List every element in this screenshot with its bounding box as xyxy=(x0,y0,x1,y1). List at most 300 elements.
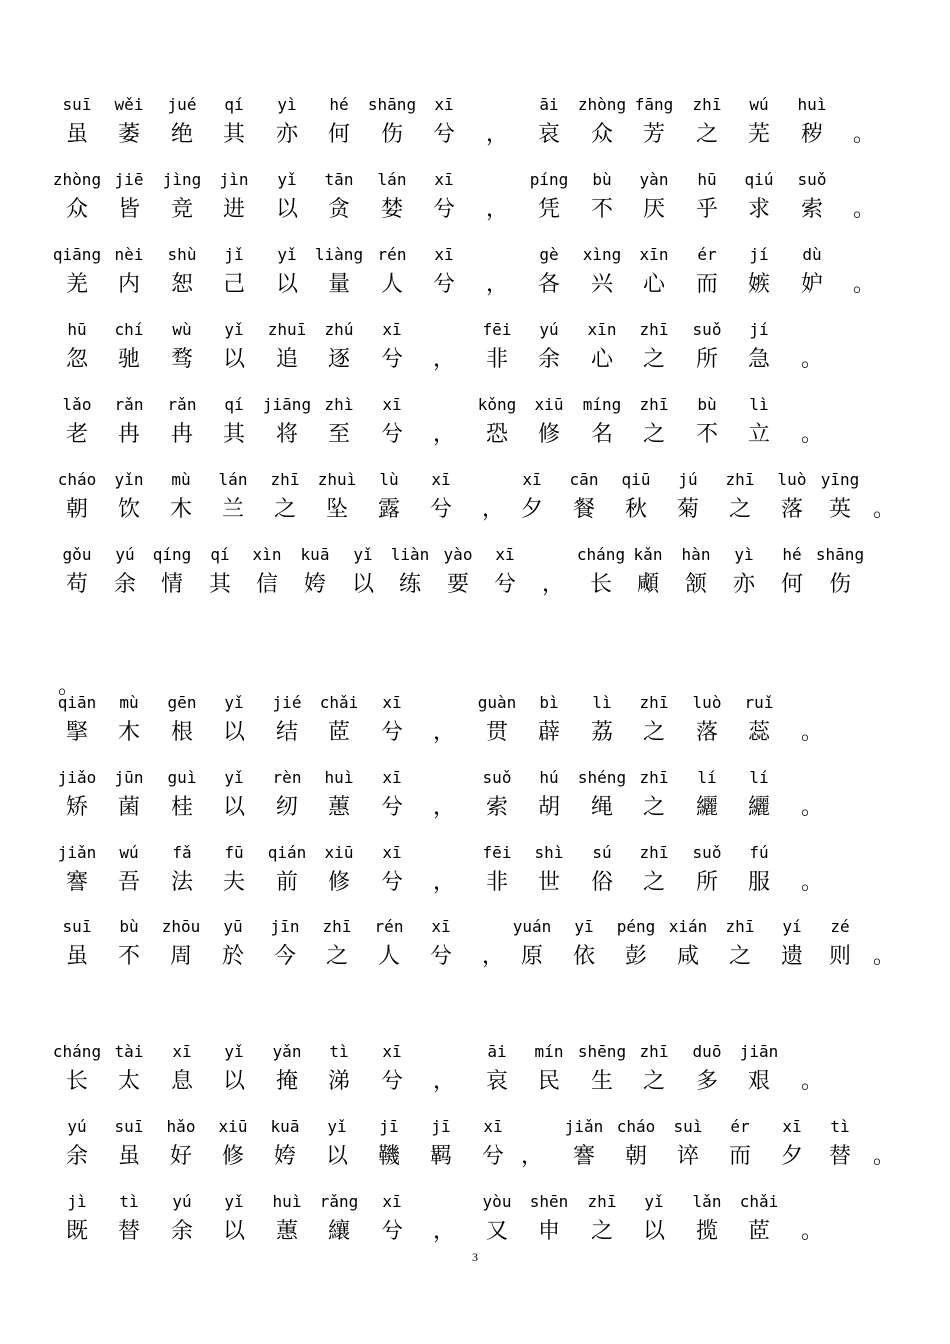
hanzi: 木 xyxy=(117,720,140,745)
punctuation xyxy=(469,244,525,304)
hanzi: 纫 xyxy=(275,795,298,820)
pinyin: yū xyxy=(223,917,243,936)
page-number: 3 xyxy=(472,1250,478,1264)
char-with-pinyin xyxy=(259,94,315,154)
char-with-pinyin xyxy=(731,767,787,827)
char-with-pinyin xyxy=(364,1191,420,1251)
pinyin: xī xyxy=(431,470,451,489)
punctuation xyxy=(784,1041,840,1101)
char-with-pinyin xyxy=(574,767,630,827)
hanzi: 之 xyxy=(273,497,296,522)
char-with-pinyin xyxy=(521,1041,577,1101)
hanzi: ， xyxy=(432,1069,455,1094)
pinyin: luò xyxy=(692,693,722,712)
hanzi: 而 xyxy=(695,272,718,297)
pinyin: lí xyxy=(697,768,717,787)
pinyin: zhì xyxy=(324,395,354,414)
char-with-pinyin xyxy=(784,244,840,304)
hanzi: 人 xyxy=(377,944,400,969)
pinyin xyxy=(784,767,840,789)
char-with-pinyin xyxy=(679,319,735,379)
char-with-pinyin xyxy=(574,842,630,902)
hanzi: 遗 xyxy=(780,944,803,969)
punctuation xyxy=(856,916,912,976)
pinyin: qí xyxy=(224,395,244,414)
hanzi: 夕 xyxy=(780,1144,803,1169)
pinyin: suǒ xyxy=(692,843,722,862)
hanzi: 颔 xyxy=(684,572,707,597)
punctuation xyxy=(416,1191,472,1251)
hanzi: 己 xyxy=(222,272,245,297)
char-with-pinyin xyxy=(416,169,472,229)
hanzi: 。 xyxy=(800,720,823,745)
hanzi: 朝 xyxy=(65,497,88,522)
char-with-pinyin xyxy=(49,244,105,304)
pinyin: yuán xyxy=(512,917,552,936)
hanzi: 鞿 xyxy=(377,1144,400,1169)
char-with-pinyin xyxy=(556,1116,612,1176)
verse-line xyxy=(0,94,950,158)
pinyin: huì xyxy=(272,1192,302,1211)
verse-line xyxy=(0,1116,950,1180)
hanzi: 以 xyxy=(222,347,245,372)
hanzi: 服 xyxy=(747,870,770,895)
hanzi: 贪 xyxy=(327,197,350,222)
hanzi: 嫉 xyxy=(747,272,770,297)
hanzi: 世 xyxy=(537,870,560,895)
pinyin: liàng xyxy=(314,245,364,264)
pinyin: zhuì xyxy=(317,470,357,489)
hanzi: 生 xyxy=(590,1069,613,1094)
char-with-pinyin xyxy=(731,692,787,752)
hanzi: 。 xyxy=(800,347,823,372)
hanzi: 婪 xyxy=(380,197,403,222)
char-with-pinyin xyxy=(101,394,157,454)
pinyin: xī xyxy=(382,1042,402,1061)
char-with-pinyin xyxy=(206,244,262,304)
char-with-pinyin xyxy=(154,767,210,827)
pinyin: yú xyxy=(67,1117,87,1136)
hanzi: 而 xyxy=(728,1144,751,1169)
hanzi: 多 xyxy=(695,1069,718,1094)
char-with-pinyin xyxy=(574,692,630,752)
hanzi: 根 xyxy=(170,720,193,745)
hanzi: 则 xyxy=(828,944,851,969)
pinyin: wù xyxy=(172,320,192,339)
hanzi: 之 xyxy=(590,1219,613,1244)
pinyin: fú xyxy=(749,843,769,862)
char-with-pinyin xyxy=(101,767,157,827)
hanzi: 皆 xyxy=(117,197,140,222)
char-with-pinyin xyxy=(626,244,682,304)
pinyin: yīng xyxy=(820,470,860,489)
char-with-pinyin xyxy=(626,692,682,752)
char-with-pinyin xyxy=(154,94,210,154)
pinyin: ruǐ xyxy=(744,693,774,712)
hanzi: 量 xyxy=(327,272,350,297)
punctuation xyxy=(416,1041,472,1101)
pinyin: rǎn xyxy=(114,395,144,414)
pinyin xyxy=(784,1041,840,1063)
pinyin: zhī xyxy=(725,470,755,489)
hanzi: ， xyxy=(485,197,508,222)
pinyin: chí xyxy=(114,320,144,339)
pinyin xyxy=(41,646,97,668)
punctuation xyxy=(504,1116,560,1176)
char-with-pinyin xyxy=(660,469,716,529)
pinyin: zhī xyxy=(639,843,669,862)
pinyin: huì xyxy=(324,768,354,787)
hanzi: 民 xyxy=(537,1069,560,1094)
pinyin xyxy=(836,244,892,266)
char-with-pinyin xyxy=(364,692,420,752)
char-with-pinyin xyxy=(364,394,420,454)
hanzi: 之 xyxy=(642,1069,665,1094)
pinyin xyxy=(416,394,472,416)
pinyin: fāng xyxy=(634,95,674,114)
char-with-pinyin xyxy=(101,842,157,902)
char-with-pinyin xyxy=(608,1116,664,1176)
hanzi: 以 xyxy=(222,795,245,820)
pinyin: yǐn xyxy=(114,470,144,489)
char-with-pinyin xyxy=(49,767,105,827)
pinyin xyxy=(856,1116,912,1138)
hanzi: 长 xyxy=(65,1069,88,1094)
char-with-pinyin xyxy=(101,469,157,529)
char-with-pinyin xyxy=(364,319,420,379)
punctuation xyxy=(416,767,472,827)
pinyin: sú xyxy=(592,843,612,862)
char-with-pinyin xyxy=(712,916,768,976)
hanzi: ， xyxy=(432,720,455,745)
hanzi: 。 xyxy=(872,944,895,969)
pinyin: qíng xyxy=(152,545,192,564)
hanzi: 兮 xyxy=(380,347,403,372)
hanzi: 凭 xyxy=(537,197,560,222)
pinyin: hàn xyxy=(681,545,711,564)
hanzi: 茝 xyxy=(327,720,350,745)
pinyin: yǐ xyxy=(277,245,297,264)
pinyin xyxy=(469,244,525,266)
pinyin: kuā xyxy=(300,545,330,564)
pinyin xyxy=(836,169,892,191)
char-with-pinyin xyxy=(521,842,577,902)
pinyin: āi xyxy=(487,1042,507,1061)
char-with-pinyin xyxy=(49,1191,105,1251)
char-with-pinyin xyxy=(731,1041,787,1101)
char-with-pinyin xyxy=(679,94,735,154)
hanzi: 又 xyxy=(485,1219,508,1244)
pinyin xyxy=(416,692,472,714)
char-with-pinyin xyxy=(49,1116,105,1176)
pinyin xyxy=(416,1041,472,1063)
pinyin xyxy=(836,94,892,116)
pinyin: zhī xyxy=(725,917,755,936)
pinyin: kǒng xyxy=(477,395,517,414)
hanzi: 兮 xyxy=(380,795,403,820)
char-with-pinyin xyxy=(101,169,157,229)
pinyin: jiǎn xyxy=(564,1117,604,1136)
char-with-pinyin xyxy=(679,1191,735,1251)
pinyin: xīn xyxy=(587,320,617,339)
pinyin: yǐ xyxy=(277,170,297,189)
verse-line xyxy=(0,244,950,308)
hanzi: 不 xyxy=(117,944,140,969)
hanzi: 之 xyxy=(642,720,665,745)
char-with-pinyin xyxy=(259,394,315,454)
punctuation xyxy=(784,319,840,379)
hanzi: 以 xyxy=(222,1069,245,1094)
hanzi: 薜 xyxy=(537,720,560,745)
pinyin: tì xyxy=(119,1192,139,1211)
hanzi: 朝 xyxy=(624,1144,647,1169)
hanzi: 息 xyxy=(170,1069,193,1094)
pinyin: shāng xyxy=(367,95,417,114)
verse-line xyxy=(0,1041,950,1105)
verse-line xyxy=(0,692,950,756)
char-with-pinyin xyxy=(49,169,105,229)
pinyin: yǐ xyxy=(224,768,244,787)
hanzi: 之 xyxy=(642,870,665,895)
char-with-pinyin xyxy=(154,244,210,304)
hanzi: 。 xyxy=(800,422,823,447)
pinyin: xī xyxy=(382,395,402,414)
pinyin: xī xyxy=(434,170,454,189)
verse-line xyxy=(0,169,950,233)
char-with-pinyin xyxy=(679,767,735,827)
hanzi: 。 xyxy=(852,197,875,222)
char-with-pinyin xyxy=(521,319,577,379)
char-with-pinyin xyxy=(311,394,367,454)
hanzi: 謇 xyxy=(65,870,88,895)
pinyin: cháo xyxy=(57,470,97,489)
char-with-pinyin xyxy=(679,394,735,454)
char-with-pinyin xyxy=(361,1116,417,1176)
pinyin: hǎo xyxy=(166,1117,196,1136)
hanzi: 厌 xyxy=(642,197,665,222)
pinyin: xī xyxy=(172,1042,192,1061)
char-with-pinyin xyxy=(154,169,210,229)
hanzi: 何 xyxy=(780,572,803,597)
char-with-pinyin xyxy=(626,1041,682,1101)
char-with-pinyin xyxy=(521,94,577,154)
char-with-pinyin xyxy=(49,469,105,529)
char-with-pinyin xyxy=(413,1116,469,1176)
pinyin: yào xyxy=(443,545,473,564)
hanzi: 茝 xyxy=(747,1219,770,1244)
hanzi: 替 xyxy=(828,1144,851,1169)
char-with-pinyin xyxy=(626,842,682,902)
pinyin: yǐ xyxy=(224,1042,244,1061)
pinyin: yǎn xyxy=(272,1042,302,1061)
pinyin: hū xyxy=(67,320,87,339)
pinyin: duō xyxy=(692,1042,722,1061)
hanzi: 纚 xyxy=(695,795,718,820)
char-with-pinyin xyxy=(521,1191,577,1251)
pinyin: lì xyxy=(592,693,612,712)
hanzi: 咸 xyxy=(676,944,699,969)
pinyin: wú xyxy=(749,95,769,114)
hanzi: 姱 xyxy=(303,572,326,597)
char-with-pinyin xyxy=(574,394,630,454)
char-with-pinyin xyxy=(206,767,262,827)
char-with-pinyin xyxy=(469,1041,525,1101)
char-with-pinyin xyxy=(101,692,157,752)
char-with-pinyin xyxy=(311,1041,367,1101)
hanzi: 落 xyxy=(695,720,718,745)
pinyin: fū xyxy=(224,843,244,862)
pinyin: guàn xyxy=(477,693,517,712)
pinyin: xī xyxy=(382,843,402,862)
char-with-pinyin xyxy=(101,1041,157,1101)
pinyin: bì xyxy=(539,693,559,712)
hanzi: 兮 xyxy=(481,1144,504,1169)
hanzi: 菊 xyxy=(676,497,699,522)
hanzi: 其 xyxy=(208,572,231,597)
char-with-pinyin xyxy=(574,169,630,229)
char-with-pinyin xyxy=(101,244,157,304)
hanzi: 余 xyxy=(170,1219,193,1244)
char-with-pinyin xyxy=(679,1041,735,1101)
hanzi: 各 xyxy=(537,272,560,297)
pinyin: rèn xyxy=(272,768,302,787)
hanzi: 落 xyxy=(780,497,803,522)
hanzi: 。 xyxy=(872,497,895,522)
hanzi: 。 xyxy=(852,272,875,297)
pinyin: qiū xyxy=(621,470,651,489)
char-with-pinyin xyxy=(574,94,630,154)
char-with-pinyin xyxy=(205,1116,261,1176)
char-with-pinyin xyxy=(364,94,420,154)
pinyin: jiǎn xyxy=(57,843,97,862)
char-with-pinyin xyxy=(206,842,262,902)
hanzi: 之 xyxy=(642,347,665,372)
pinyin: hé xyxy=(782,545,802,564)
pinyin: yì xyxy=(277,95,297,114)
char-with-pinyin xyxy=(626,767,682,827)
pinyin: shāng xyxy=(815,545,865,564)
char-with-pinyin xyxy=(101,916,157,976)
pinyin: suǒ xyxy=(797,170,827,189)
pinyin: jiǎo xyxy=(57,768,97,787)
hanzi: 老 xyxy=(65,422,88,447)
hanzi: 以 xyxy=(642,1219,665,1244)
pinyin: rén xyxy=(377,245,407,264)
pinyin: zhòng xyxy=(577,95,627,114)
hanzi: 艰 xyxy=(747,1069,770,1094)
pinyin: yú xyxy=(115,545,135,564)
hanzi: 。 xyxy=(800,870,823,895)
char-with-pinyin xyxy=(206,94,262,154)
pinyin xyxy=(469,169,525,191)
pinyin: jiān xyxy=(739,1042,779,1061)
hanzi: 贯 xyxy=(485,720,508,745)
hanzi: 练 xyxy=(398,572,421,597)
hanzi: ， xyxy=(432,347,455,372)
char-with-pinyin xyxy=(731,169,787,229)
pinyin: yǐ xyxy=(353,545,373,564)
hanzi: 羁 xyxy=(429,1144,452,1169)
pinyin: suī xyxy=(62,917,92,936)
hanzi: 余 xyxy=(113,572,136,597)
pinyin: fēi xyxy=(482,320,512,339)
char-with-pinyin xyxy=(731,244,787,304)
pinyin: suì xyxy=(673,1117,703,1136)
pinyin: xī xyxy=(434,95,454,114)
pinyin: gēn xyxy=(167,693,197,712)
hanzi: 矫 xyxy=(65,795,88,820)
hanzi: 亦 xyxy=(275,122,298,147)
pinyin: zhòng xyxy=(52,170,102,189)
pinyin: bù xyxy=(697,395,717,414)
pinyin: jú xyxy=(678,470,698,489)
pinyin: tài xyxy=(114,1042,144,1061)
hanzi: 蕙 xyxy=(275,1219,298,1244)
pinyin: jué xyxy=(167,95,197,114)
pinyin: xī xyxy=(434,245,454,264)
punctuation xyxy=(416,319,472,379)
char-with-pinyin xyxy=(504,469,560,529)
pinyin: suǒ xyxy=(692,320,722,339)
pinyin xyxy=(416,319,472,341)
hanzi: 掩 xyxy=(275,1069,298,1094)
pinyin: kǎn xyxy=(633,545,663,564)
char-with-pinyin xyxy=(660,1116,716,1176)
char-with-pinyin xyxy=(309,1116,365,1176)
char-with-pinyin xyxy=(416,244,472,304)
pinyin: jǐ xyxy=(224,245,244,264)
pinyin: zhī xyxy=(270,470,300,489)
char-with-pinyin xyxy=(154,692,210,752)
pinyin: yǐ xyxy=(644,1192,664,1211)
hanzi: 露 xyxy=(377,497,400,522)
pinyin xyxy=(784,842,840,864)
pinyin: shēn xyxy=(529,1192,569,1211)
hanzi: 蕙 xyxy=(327,795,350,820)
char-with-pinyin xyxy=(608,469,664,529)
char-with-pinyin xyxy=(812,544,868,604)
hanzi: 兰 xyxy=(221,497,244,522)
pinyin: chǎi xyxy=(319,693,359,712)
pinyin: jūn xyxy=(114,768,144,787)
char-with-pinyin xyxy=(521,767,577,827)
pinyin: suī xyxy=(114,1117,144,1136)
char-with-pinyin xyxy=(206,319,262,379)
pinyin: jí xyxy=(749,320,769,339)
pinyin: qí xyxy=(224,95,244,114)
hanzi: 心 xyxy=(590,347,613,372)
pinyin: jié xyxy=(272,693,302,712)
punctuation xyxy=(469,169,525,229)
char-with-pinyin xyxy=(49,842,105,902)
hanzi: 绝 xyxy=(170,122,193,147)
pinyin: xī xyxy=(382,693,402,712)
char-with-pinyin xyxy=(364,842,420,902)
pinyin: rǎng xyxy=(319,1192,359,1211)
char-with-pinyin xyxy=(49,394,105,454)
char-with-pinyin xyxy=(626,169,682,229)
hanzi: ， xyxy=(432,795,455,820)
pinyin: xī xyxy=(782,1117,802,1136)
pinyin: lán xyxy=(377,170,407,189)
pinyin: yí xyxy=(782,917,802,936)
char-with-pinyin xyxy=(309,469,365,529)
hanzi: 蕊 xyxy=(747,720,770,745)
hanzi: 以 xyxy=(222,720,245,745)
char-with-pinyin xyxy=(469,692,525,752)
char-with-pinyin xyxy=(311,1191,367,1251)
hanzi: 虽 xyxy=(65,944,88,969)
